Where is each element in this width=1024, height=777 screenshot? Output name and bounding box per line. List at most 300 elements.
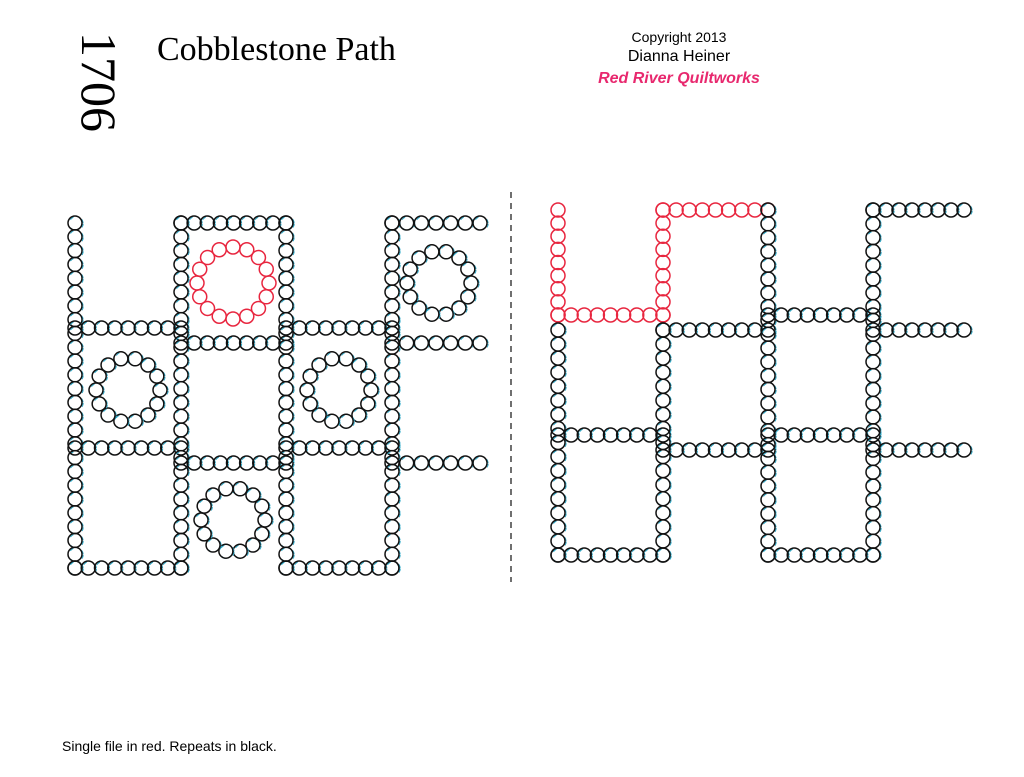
pebble [866, 203, 880, 217]
left-pattern-block [68, 216, 488, 576]
pebble [617, 548, 631, 562]
pebble [385, 285, 399, 299]
pebble [604, 548, 618, 562]
pebble [669, 203, 683, 217]
pebble [761, 479, 775, 493]
pebble [866, 244, 880, 258]
ring-pebble [262, 276, 276, 290]
pebble [761, 410, 775, 424]
pebble [604, 428, 618, 442]
pebble [957, 443, 971, 457]
pebble [174, 313, 188, 327]
pebble [306, 441, 320, 455]
ring-pebble [114, 352, 128, 366]
pebble [879, 323, 893, 337]
pebble [148, 561, 162, 575]
pebble [787, 428, 801, 442]
pebble [905, 323, 919, 337]
pebble [429, 216, 443, 230]
pebble [814, 308, 828, 322]
pebble [253, 456, 267, 470]
pebble [200, 336, 214, 350]
pebble [735, 203, 749, 217]
pebble [918, 443, 932, 457]
ring-pebble [233, 482, 247, 496]
pebble [279, 216, 293, 230]
pebble [108, 561, 122, 575]
pebble [944, 443, 958, 457]
ring-pebble [339, 414, 353, 428]
pebble [761, 244, 775, 258]
pebble [292, 321, 306, 335]
pebble [359, 441, 373, 455]
pebble [814, 548, 828, 562]
pebble [174, 506, 188, 520]
pebble [931, 443, 945, 457]
pebble [385, 271, 399, 285]
pebble [174, 492, 188, 506]
pebble [656, 365, 670, 379]
pebble [564, 428, 578, 442]
design-number: 1706 [71, 32, 127, 132]
pebble [630, 428, 644, 442]
pebble [866, 534, 880, 548]
pebble [761, 203, 775, 217]
designer-name: Dianna Heiner [627, 48, 731, 65]
pebble [551, 548, 565, 562]
pebble [866, 231, 880, 245]
copyright-text: Copyright 2013 [631, 29, 727, 45]
pebble [800, 428, 814, 442]
pebble [319, 321, 333, 335]
pebble [866, 507, 880, 521]
pebble [774, 308, 788, 322]
pebble [551, 203, 565, 217]
pebble [551, 520, 565, 534]
pebble [68, 423, 82, 437]
pebble [761, 258, 775, 272]
pebble [385, 368, 399, 382]
ring-pebble [255, 499, 269, 513]
pebble [68, 464, 82, 478]
pebble [918, 323, 932, 337]
pebble [81, 441, 95, 455]
pebble [866, 369, 880, 383]
pebble [656, 351, 670, 365]
pebble [931, 323, 945, 337]
pebble [458, 456, 472, 470]
ring-pebble [92, 397, 106, 411]
pebble [400, 216, 414, 230]
pebble [761, 286, 775, 300]
pebble [385, 299, 399, 313]
pebble [227, 336, 241, 350]
pebble [81, 561, 95, 575]
pebble [279, 492, 293, 506]
ring-pebble [412, 251, 426, 265]
ring-pebble [212, 243, 226, 257]
pebble [266, 336, 280, 350]
pebble [385, 382, 399, 396]
pebble [174, 478, 188, 492]
pebble [577, 308, 591, 322]
pebble [866, 355, 880, 369]
pebble [473, 336, 487, 350]
pebble [68, 313, 82, 327]
ring-pebble [461, 262, 475, 276]
pebble [787, 548, 801, 562]
pebble [551, 323, 565, 337]
pebble [656, 548, 670, 562]
pebble [840, 428, 854, 442]
pebble [682, 203, 696, 217]
pebble [551, 534, 565, 548]
pebble [473, 216, 487, 230]
pebble [385, 409, 399, 423]
pebble [429, 336, 443, 350]
pebble [345, 321, 359, 335]
ring-pebble [312, 358, 326, 372]
pebble [774, 428, 788, 442]
pebble [761, 355, 775, 369]
pebble [630, 308, 644, 322]
pebble [200, 456, 214, 470]
pebble [95, 561, 109, 575]
pebble [174, 423, 188, 437]
pebble [68, 395, 82, 409]
pebble [458, 336, 472, 350]
pebble [134, 321, 148, 335]
pebble [174, 216, 188, 230]
pebble [266, 456, 280, 470]
pebble [709, 203, 723, 217]
ring-pebble [233, 544, 247, 558]
pebble [68, 506, 82, 520]
ring-pebble [439, 307, 453, 321]
pebble [761, 493, 775, 507]
pebble [840, 308, 854, 322]
pebble [761, 548, 775, 562]
pebble [643, 548, 657, 562]
pebble [68, 285, 82, 299]
pebble [564, 548, 578, 562]
pebble [174, 464, 188, 478]
pebble [656, 229, 670, 243]
pebble [748, 323, 762, 337]
pebble [761, 231, 775, 245]
pebble [748, 203, 762, 217]
pebble [429, 456, 443, 470]
ring-pebble [240, 309, 254, 323]
pebble [385, 547, 399, 561]
caption: Single file in red. Repeats in black. [62, 738, 277, 754]
pebble [761, 369, 775, 383]
pebble [761, 396, 775, 410]
pebble [174, 368, 188, 382]
pebble [682, 323, 696, 337]
pebble [279, 368, 293, 382]
pebble [68, 244, 82, 258]
pebble [279, 271, 293, 285]
ring-pebble [150, 369, 164, 383]
pebble [68, 492, 82, 506]
pebble [905, 443, 919, 457]
pebble [345, 441, 359, 455]
pebble [385, 230, 399, 244]
pebble [134, 561, 148, 575]
ring-pebble [219, 482, 233, 496]
ring-pebble [325, 352, 339, 366]
pebble [564, 308, 578, 322]
pebble [279, 561, 293, 575]
ring-pebble [101, 358, 115, 372]
pebble [551, 379, 565, 393]
pebble [240, 216, 254, 230]
pebble [385, 423, 399, 437]
pebble [656, 379, 670, 393]
pebble [840, 548, 854, 562]
pebble [385, 464, 399, 478]
pebble [161, 561, 175, 575]
ring-pebble [193, 290, 207, 304]
pebble [722, 323, 736, 337]
ring-pebble [128, 352, 142, 366]
pebble [279, 257, 293, 271]
pebble [385, 313, 399, 327]
pebble [174, 354, 188, 368]
pebble [68, 478, 82, 492]
pebble [551, 337, 565, 351]
pebble [551, 365, 565, 379]
pebble [385, 354, 399, 368]
ring-pebble [403, 290, 417, 304]
pebble [68, 354, 82, 368]
pebble [253, 216, 267, 230]
pebble [359, 321, 373, 335]
pebble [866, 217, 880, 231]
pebble [187, 216, 201, 230]
pebble [385, 395, 399, 409]
pebble [68, 299, 82, 313]
pebble [866, 396, 880, 410]
pebble [918, 203, 932, 217]
pebble [95, 441, 109, 455]
pebble [385, 520, 399, 534]
pebble [866, 258, 880, 272]
pebble [279, 299, 293, 313]
pebble [656, 464, 670, 478]
ring-pebble [259, 262, 273, 276]
ring-pebble [339, 352, 353, 366]
pebble [174, 257, 188, 271]
pebble [279, 464, 293, 478]
pebble [174, 409, 188, 423]
pebble [814, 428, 828, 442]
pebble [372, 441, 386, 455]
pebble [68, 216, 82, 230]
pebble [695, 443, 709, 457]
pebble [292, 441, 306, 455]
pebble [761, 382, 775, 396]
pebble [414, 456, 428, 470]
pebble [414, 336, 428, 350]
pebble [866, 493, 880, 507]
pebble [944, 323, 958, 337]
pebble [761, 465, 775, 479]
ring-pebble [303, 397, 317, 411]
pebble [279, 395, 293, 409]
pebble [866, 272, 880, 286]
pebble [240, 336, 254, 350]
pebble [892, 203, 906, 217]
pebble [372, 321, 386, 335]
pebble [761, 217, 775, 231]
pebble [174, 244, 188, 258]
pebble [957, 323, 971, 337]
pebble [385, 244, 399, 258]
pebble [656, 534, 670, 548]
pebble [306, 321, 320, 335]
pebble [827, 548, 841, 562]
ring-pebble [400, 276, 414, 290]
pebble [643, 308, 657, 322]
pebble [656, 337, 670, 351]
pebble [866, 410, 880, 424]
pebble [279, 478, 293, 492]
pebble [735, 443, 749, 457]
ring-pebble [89, 383, 103, 397]
pebble [108, 321, 122, 335]
pebble [213, 456, 227, 470]
pebble [722, 203, 736, 217]
pebble [227, 456, 241, 470]
pebble [630, 548, 644, 562]
ring-pebble [439, 245, 453, 259]
pebble [551, 242, 565, 256]
pebble [306, 561, 320, 575]
pebble [656, 393, 670, 407]
pebble [444, 456, 458, 470]
pebble [853, 428, 867, 442]
ring-pebble [258, 513, 272, 527]
pebble [617, 428, 631, 442]
pebble [68, 368, 82, 382]
ring-pebble [364, 383, 378, 397]
pebble [656, 478, 670, 492]
pebble [931, 203, 945, 217]
ring-pebble [153, 383, 167, 397]
pebble [682, 443, 696, 457]
pebble [853, 308, 867, 322]
pebble [866, 286, 880, 300]
pebble [279, 547, 293, 561]
pebble [656, 282, 670, 296]
pebble [279, 409, 293, 423]
pebble [551, 506, 565, 520]
ring-pebble [194, 513, 208, 527]
pebble [385, 492, 399, 506]
ring-pebble [361, 369, 375, 383]
pebble [551, 308, 565, 322]
pebble [656, 203, 670, 217]
pebble [174, 299, 188, 313]
pebble [800, 548, 814, 562]
pebble [944, 203, 958, 217]
pebble [68, 271, 82, 285]
company-name: Red River Quiltworks [598, 70, 760, 87]
pebble [332, 441, 346, 455]
pebble [161, 321, 175, 335]
pebble [68, 340, 82, 354]
pebble [148, 321, 162, 335]
pebble [458, 216, 472, 230]
pebble [279, 354, 293, 368]
pebble [551, 492, 565, 506]
pebble [385, 561, 399, 575]
ring-pebble [197, 527, 211, 541]
pebble [709, 443, 723, 457]
ring-pebble [206, 488, 220, 502]
pebble [551, 407, 565, 421]
pebble [279, 520, 293, 534]
pebble [879, 203, 893, 217]
pebble [892, 323, 906, 337]
pebble [551, 464, 565, 478]
pebble [669, 323, 683, 337]
pebble [332, 321, 346, 335]
pebble [174, 382, 188, 396]
ring-pebble [226, 240, 240, 254]
pebble [174, 271, 188, 285]
pebble [240, 456, 254, 470]
pebble [761, 451, 775, 465]
pebble [866, 520, 880, 534]
pebble [345, 561, 359, 575]
pebble [292, 561, 306, 575]
pebble [213, 336, 227, 350]
pebble [551, 393, 565, 407]
pebble [473, 456, 487, 470]
pebble [266, 216, 280, 230]
pebble [385, 478, 399, 492]
pebble [121, 561, 135, 575]
pebble [656, 256, 670, 270]
pebble [279, 423, 293, 437]
pebble [590, 548, 604, 562]
pebble [590, 308, 604, 322]
pebble [279, 506, 293, 520]
pebble [761, 272, 775, 286]
pebble [695, 203, 709, 217]
pebble [761, 341, 775, 355]
pebble [695, 323, 709, 337]
pebble [879, 443, 893, 457]
pebble [590, 428, 604, 442]
pebble [279, 313, 293, 327]
pebble [385, 257, 399, 271]
pebble [892, 443, 906, 457]
pebble [332, 561, 346, 575]
pebble [385, 533, 399, 547]
ring-pebble [190, 276, 204, 290]
pebble [253, 336, 267, 350]
pebble [761, 300, 775, 314]
pebble [187, 336, 201, 350]
pebble [68, 230, 82, 244]
pebble [827, 428, 841, 442]
pebble [385, 506, 399, 520]
pebble [161, 441, 175, 455]
